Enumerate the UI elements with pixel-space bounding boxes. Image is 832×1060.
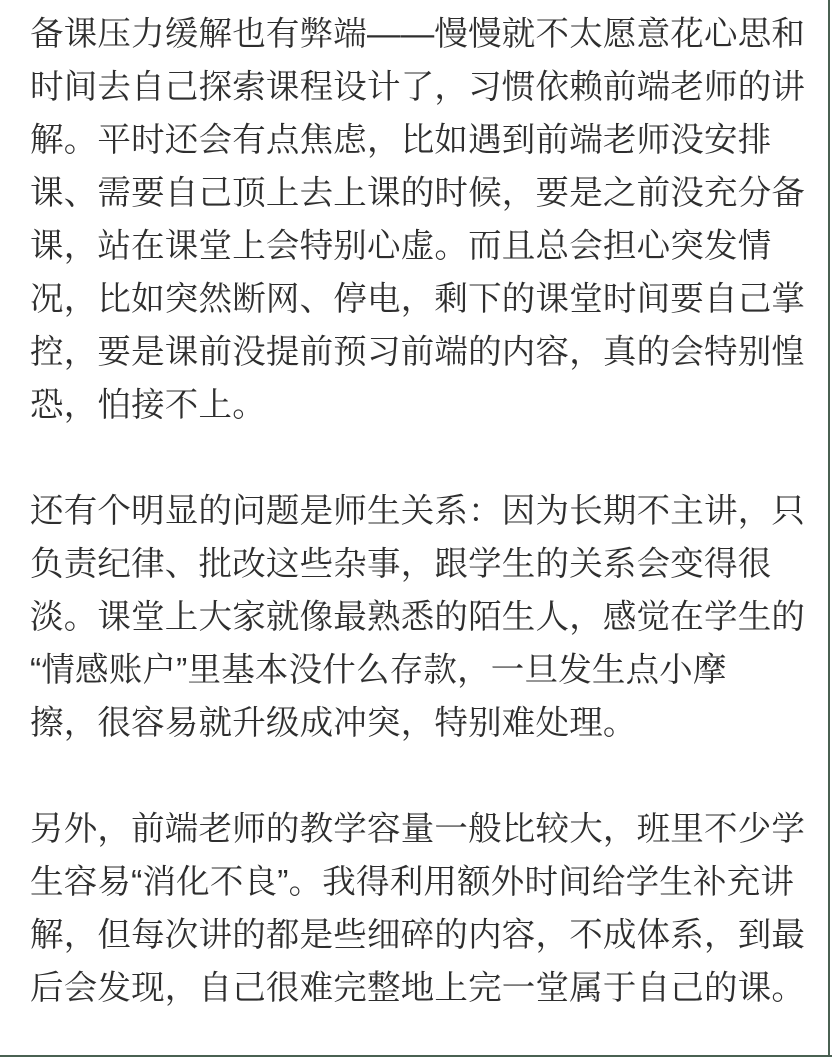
text-line: 时间去自己探索课程设计了，习惯依赖前端老师的讲: [30, 69, 806, 106]
right-edge-line: [828, 0, 830, 1057]
paragraph-2: [30, 485, 832, 750]
text-line: 后会发现，自己很难完整地上完一堂属于自己的课。: [30, 970, 806, 1007]
text-line: 恐，怕接不上。: [30, 387, 266, 424]
paragraph-1: [30, 8, 832, 432]
text-line: 课、需要自己顶上去上课的时候，要是之前没充分备: [30, 175, 806, 212]
text-line: 课，站在课堂上会特别心虚。而且总会担心突发情: [30, 228, 772, 265]
text-line: 还有个明显的问题是师生关系：因为长期不主讲，只: [30, 493, 806, 530]
text-line: 生容易“消化不良”。我得利用额外时间给学生补充讲: [30, 864, 795, 901]
text-line: 解。平时还会有点焦虑，比如遇到前端老师没安排: [30, 122, 772, 159]
text-line: 控，要是课前没提前预习前端的内容，真的会特别惶: [30, 334, 806, 371]
text-line: 解，但每次讲的都是些细碎的内容，不成体系，到最: [30, 917, 806, 954]
text-line: 擦，很容易就升级成冲突，特别难处理。: [30, 705, 637, 742]
text-line: “情感账户”里基本没什么存款，一旦发生点小摩: [30, 652, 727, 689]
text-line: 淡。课堂上大家就像最熟悉的陌生人，感觉在学生的: [30, 599, 806, 636]
bottom-edge-line: [0, 1055, 832, 1057]
text-line: 况，比如突然断网、停电，剩下的课堂时间要自己掌: [30, 281, 806, 318]
text-line: 负责纪律、批改这些杂事，跟学生的关系会变得很: [30, 546, 772, 583]
text-line: 另外，前端老师的教学容量一般比较大，班里不少学: [30, 811, 806, 848]
text-line: 备课压力缓解也有弊端——慢慢就不太愿意花心思和: [30, 16, 806, 53]
paragraph-3: [30, 803, 832, 1015]
